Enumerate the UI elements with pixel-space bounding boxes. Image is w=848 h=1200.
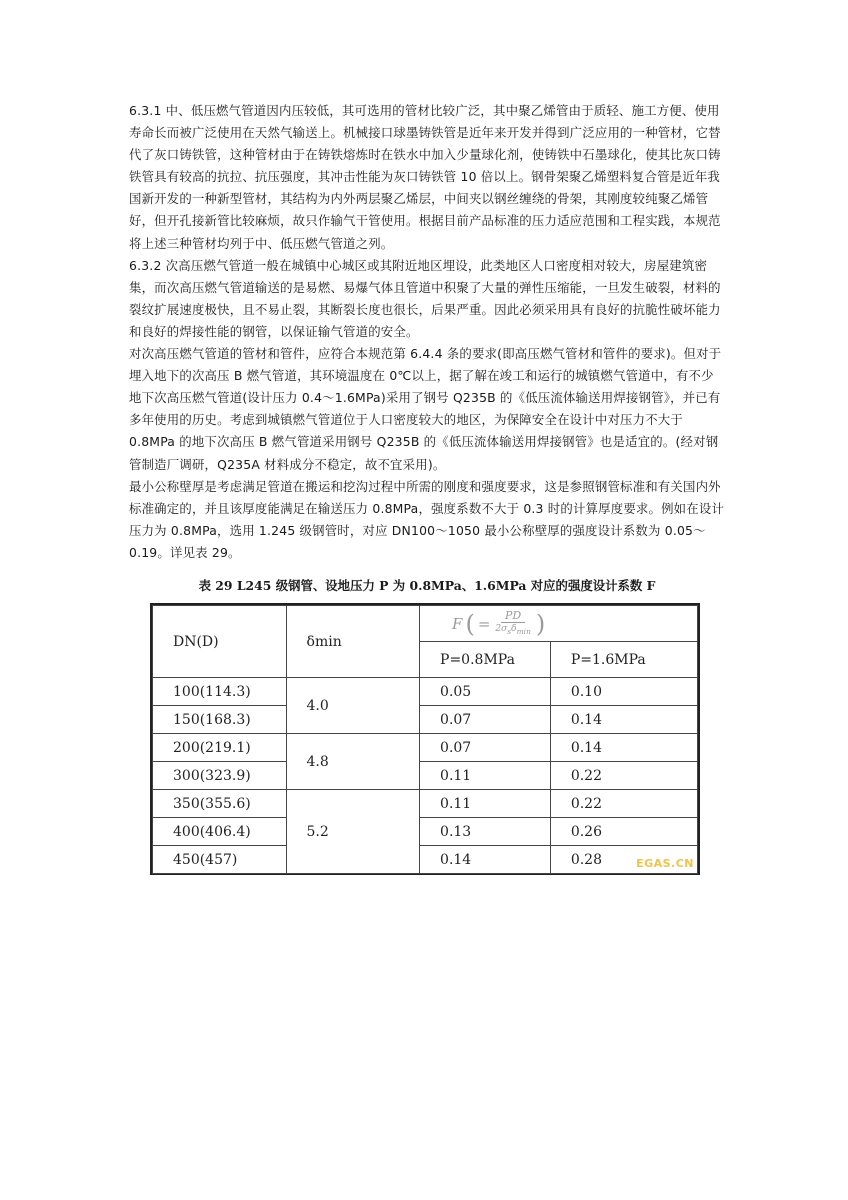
header-dn: DN(D) xyxy=(153,606,287,678)
table-caption: 表 29 L245 级钢管、设地压力 P 为 0.8MPa、1.6MPa 对应的强度设计系数 F xyxy=(198,578,656,593)
table-body xyxy=(153,678,698,874)
cell-p1: 0.13 xyxy=(420,818,551,846)
cell-dn: 300(323.9) xyxy=(153,762,287,790)
cell-p1: 0.07 xyxy=(420,706,551,734)
cell-dn: 100(114.3) xyxy=(153,678,287,706)
table-row xyxy=(153,706,698,734)
cell-p1: 0.14 xyxy=(420,846,551,874)
cell-delta-min: 5.2 xyxy=(286,790,420,874)
cell-p2: 0.10 xyxy=(550,678,697,706)
cell-dn: 150(168.3) xyxy=(153,706,287,734)
header-p2: P=1.6MPa xyxy=(550,642,697,678)
paragraph-6-3-1: 6.3.1 中、低压燃气管道因内压较低，其可选用的管材比较广泛，其中聚乙烯管由于质轻、施工方便、使用寿命长而被广泛使用在天然气输送上。机械接口球墨铸铁管是近年来开发并得到广泛应用的一种管材，它替代了灰口铸铁管，这种管材由于在铸铁熔炼时在铁水中加入少量球化剂，使铸铁中石墨球化，使其比灰口铸铁管具有较高的抗拉、抗压强度，其冲击性能为灰口铸铁管 10 倍以上。钢骨架聚乙烯塑料复合管是近年我国新开发的一种新型管材，其结构为内外两层聚乙烯层，中间夹以钢丝缠绕的骨架，其刚度较纯聚乙烯管好，但开孔接新管比较麻烦，故只作输气干管使用。根据目前产品标准的压力适应范围和工程实践，本规范将上述三种管材均列于中、低压燃气管道之列。 xyxy=(129,103,721,251)
strength-factor-table xyxy=(150,603,700,875)
cell-dn: 450(457) xyxy=(153,846,287,874)
cell-delta-min: 4.0 xyxy=(286,678,420,734)
header-delta-min: δmin xyxy=(286,606,420,678)
cell-p1: 0.07 xyxy=(420,734,551,762)
table-row xyxy=(153,818,698,846)
table-row xyxy=(153,790,698,818)
paragraph-6-3-2: 6.3.2 次高压燃气管道一般在城镇中心城区或其附近地区埋设，此类地区人口密度相对较大，房屋建筑密集，而次高压燃气管道输送的是易燃、易爆气体且管道中积聚了大量的弹性压缩能，一旦发生破裂，材料的裂纹扩展速度极快，且不易止裂，其断裂长度也很长，后果严重。因此必须采用具有良好的抗脆性破坏能力和良好的焊接性能的钢管，以保证输气管道的安全。 xyxy=(129,257,721,339)
cell-p2: 0.14 xyxy=(550,734,697,762)
body-text xyxy=(129,100,725,564)
table-row xyxy=(153,762,698,790)
watermark-logo: EGAS.CN xyxy=(636,857,694,870)
cell-dn: 200(219.1) xyxy=(153,734,287,762)
paragraph-pipe-requirements: 对次高压燃气管道的管材和管件，应符合本规范第 6.4.4 条的要求(即高压燃气管材和管件的要求)。但对于埋入地下的次高压 B 燃气管道，其环境温度在 0℃以上，据了解在竣工和运行的城镇燃气管道中，有不少地下次高压燃气管道(设计压力 0.4～1.6MPa)采用了钢号 Q235B 的《低压流体输送用焊接钢管》，并已有多年使用的历史。考虑到城镇燃气管道位于人口密度较大的地区，为保障安全在设计中对压力不大于 0.8MPa 的地下次高压 B 燃气管道采用钢号 Q235B 的《低压流体输送用焊接钢管》也是适宜的。(经对钢管制造厂调研，Q235A 材料成分不稳定，故不宜采用)。 xyxy=(129,346,722,472)
cell-p2: 0.22 xyxy=(550,762,697,790)
header-formula xyxy=(420,606,698,642)
cell-p2: 0.28 xyxy=(550,846,697,874)
table-row xyxy=(153,734,698,762)
cell-p1: 0.11 xyxy=(420,790,551,818)
cell-p2: 0.14 xyxy=(550,706,697,734)
paragraph-wall-thickness: 最小公称壁厚是考虑满足管道在搬运和挖沟过程中所需的刚度和强度要求，这是参照钢管标准和有关国内外标准确定的，并且该厚度能满足在输送压力 0.8MPa，强度系数不大于 0.3 时的计算厚度要求。例如在设计压力为 0.8MPa，选用 1.245 级钢管时，对应 DN100～1050 最小公称壁厚的强度设计系数为 0.05～0.19。详见表 29。 xyxy=(129,478,725,560)
cell-p1: 0.11 xyxy=(420,762,551,790)
cell-p2: 0.26 xyxy=(550,818,697,846)
cell-p2: 0.22 xyxy=(550,790,697,818)
cell-dn: 400(406.4) xyxy=(153,818,287,846)
table-row xyxy=(153,678,698,706)
header-p1: P=0.8MPa xyxy=(420,642,551,678)
cell-delta-min: 4.8 xyxy=(286,734,420,790)
formula-f: F ( = $\frac{PD}{2\sigma_s\delta_{min}}$ ) xyxy=(452,608,546,638)
table-row xyxy=(153,846,698,874)
cell-p1: 0.05 xyxy=(420,678,551,706)
cell-dn: 350(355.6) xyxy=(153,790,287,818)
